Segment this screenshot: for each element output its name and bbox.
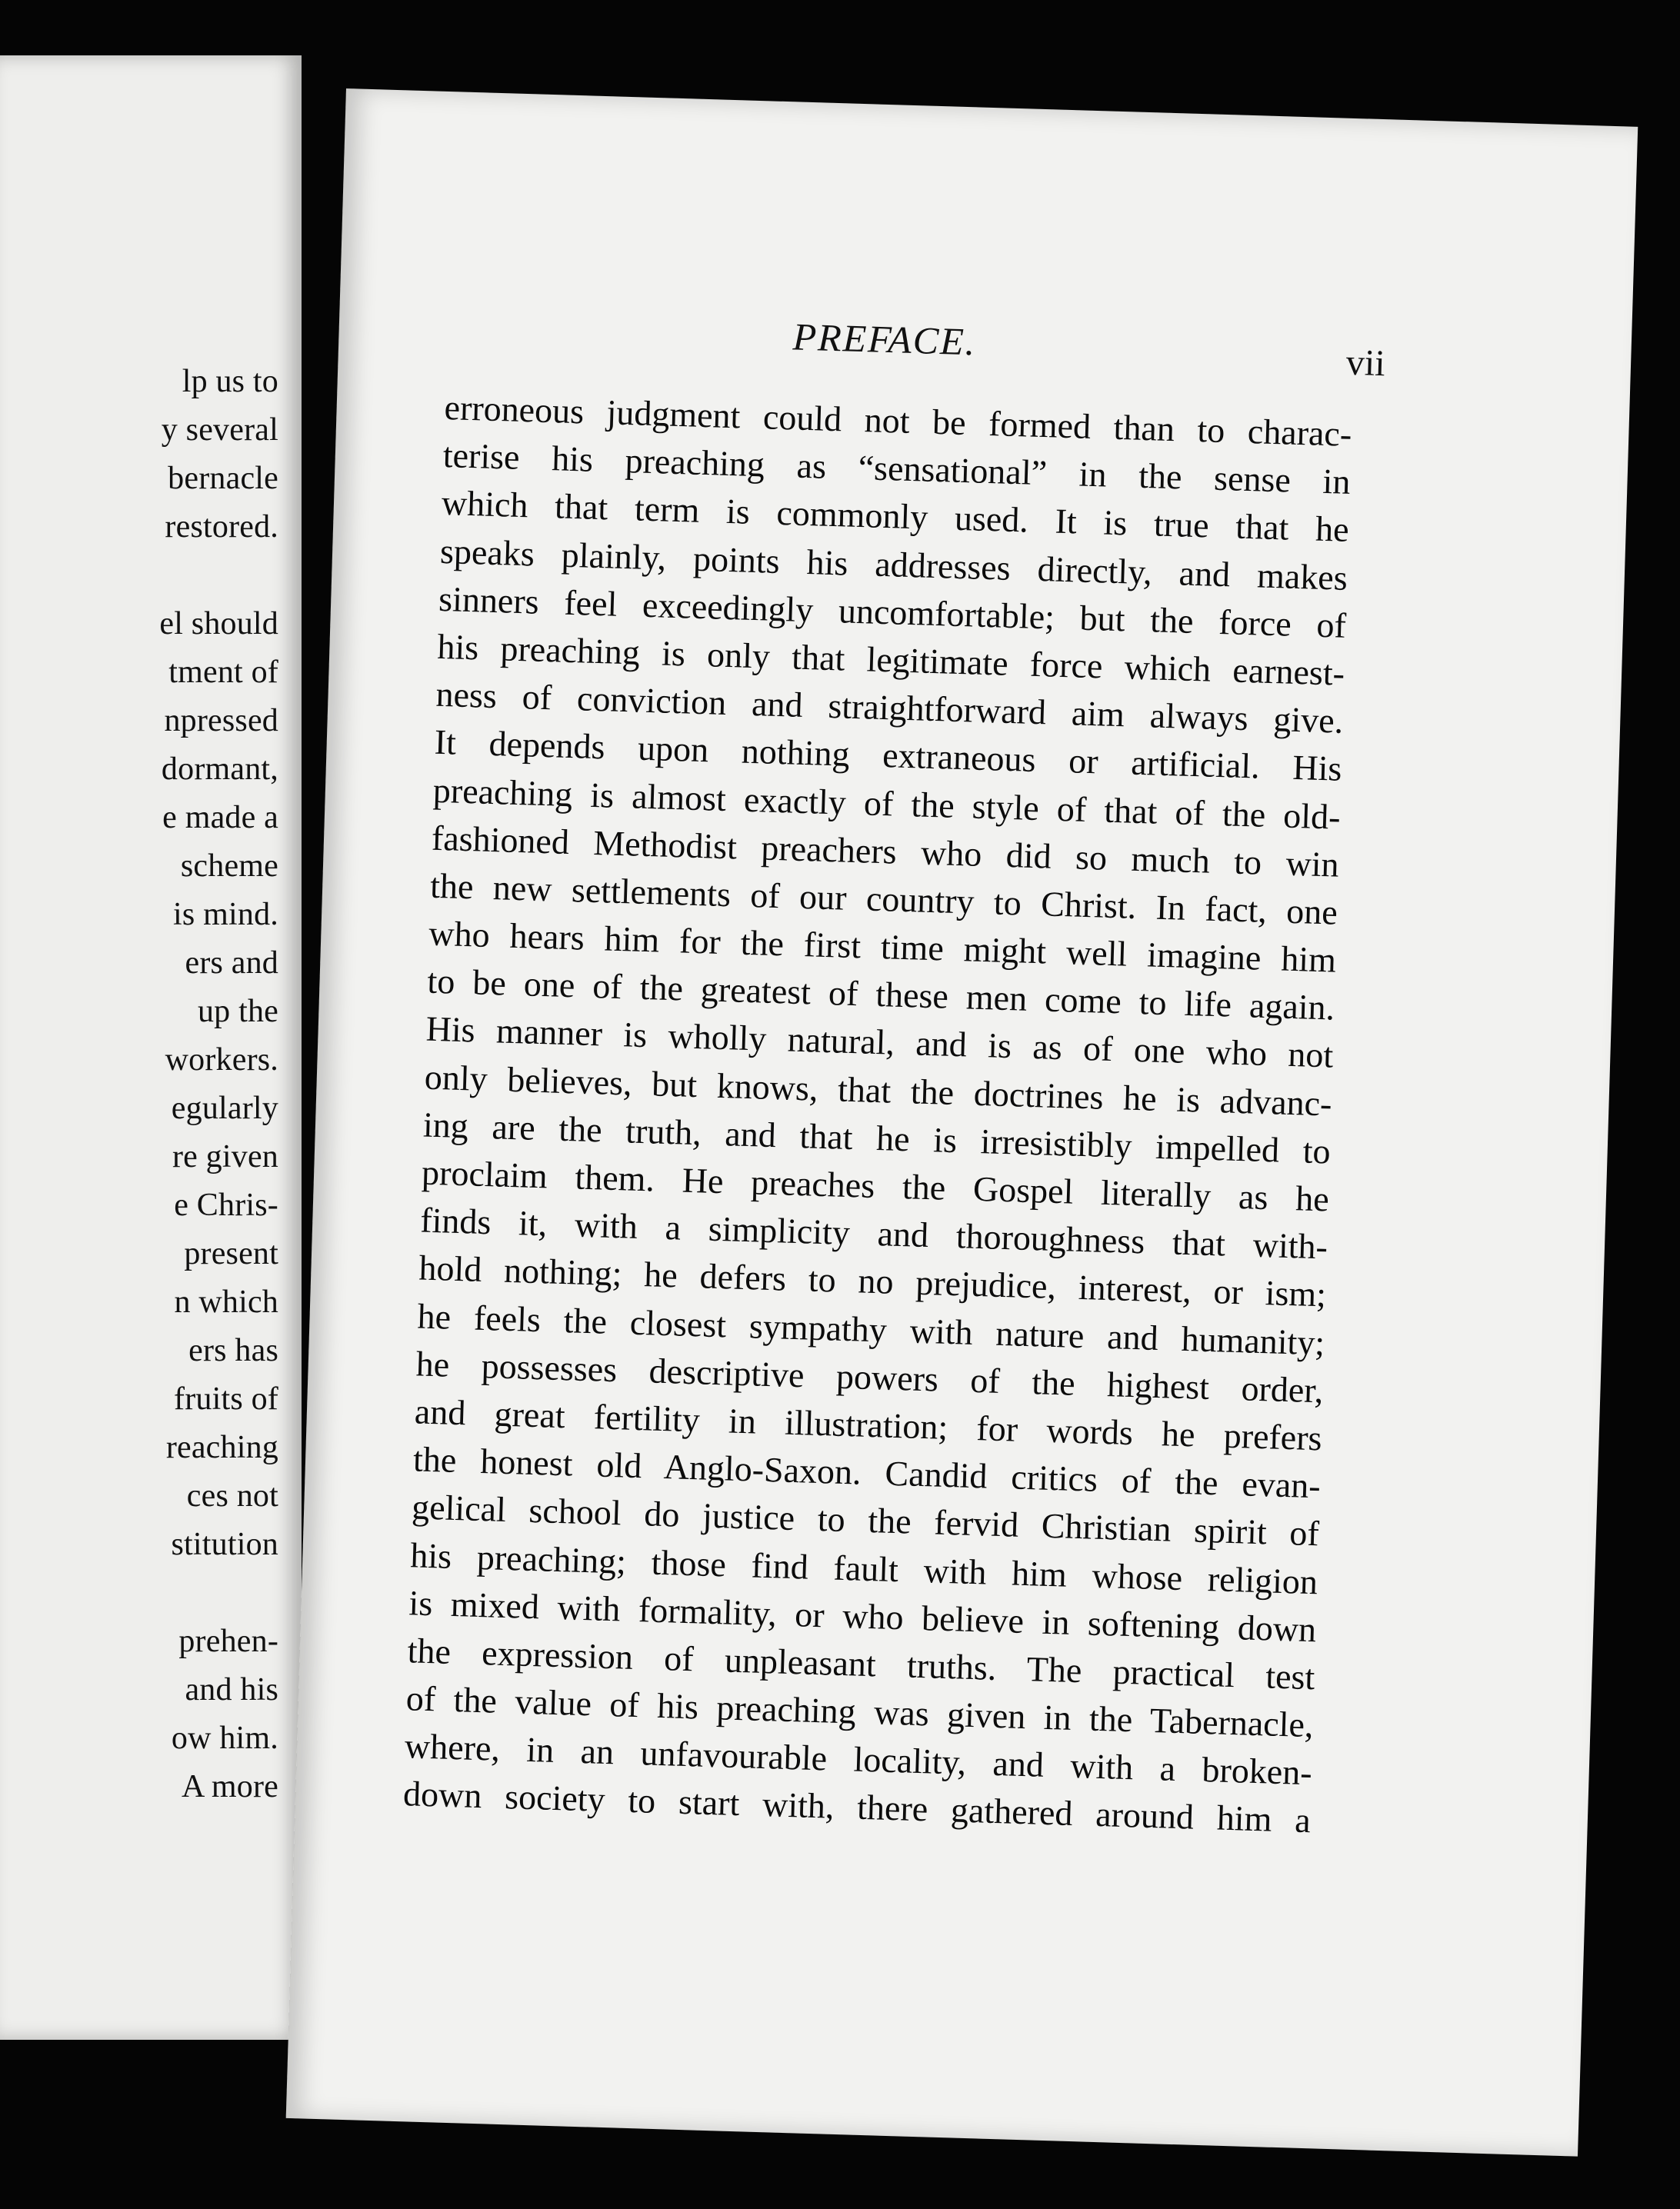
left-page-line: ces not	[186, 1478, 278, 1514]
left-page-line: is mind.	[173, 897, 278, 932]
text-line: he feels the closest sympathy with nature and humanity;	[416, 1296, 1325, 1363]
text-line: the expression of unpleasant truths. The practical test	[407, 1631, 1316, 1698]
left-page-line: ers has	[188, 1333, 278, 1368]
text-line: fashioned Methodist preachers who did so much to win	[431, 818, 1340, 885]
left-page-line: scheme	[180, 848, 278, 884]
text-line: to be one of the greatest of these men come to life again.	[426, 961, 1335, 1028]
left-page-line: present	[184, 1236, 278, 1271]
text-line: His manner is wholly natural, and is as of one who not	[425, 1009, 1335, 1076]
page-header-title: PREFACE.	[792, 315, 978, 364]
text-line: preaching is almost exactly of the style of that of the old-	[432, 770, 1342, 837]
text-line: only believes, but knows, that the doctrines he is advanc-	[424, 1057, 1333, 1124]
left-page-line: up the	[197, 994, 278, 1029]
text-line: down society to start with, there gathered around him a	[402, 1774, 1312, 1841]
text-line: who hears him for the first time might well imagine him	[428, 913, 1337, 980]
text-line: the new settlements of our country to Christ. In fact, one	[429, 865, 1338, 932]
left-page-line: reaching	[165, 1430, 278, 1465]
text-line: his preaching is only that legitimate force which earnest-	[436, 626, 1345, 693]
text-line: and great fertility in illustration; for words he prefers	[414, 1391, 1323, 1458]
text-line: It depends upon nothing extraneous or artificial. His	[434, 722, 1343, 789]
left-page-line: dormant,	[161, 751, 278, 787]
body-text	[402, 384, 1352, 1845]
left-page-line: stitution	[171, 1527, 278, 1562]
left-page-line: re given	[172, 1139, 278, 1174]
left-page-line: npressed	[164, 703, 278, 738]
running-header	[338, 312, 1632, 396]
text-line: finds it, with a simplicity and thoroughness that with-	[419, 1200, 1328, 1267]
text-line: terise his preaching as “sensational” in the sense in	[442, 435, 1352, 502]
text-line: ness of conviction and straightforward aim always give.	[435, 674, 1344, 741]
text-line: his preaching; those find fault with him whose religion	[409, 1534, 1318, 1601]
text-line: sinners feel exceedingly uncomfortable; but the force of	[438, 578, 1347, 645]
left-page-line: restored.	[165, 509, 278, 545]
left-page-line: prehen-	[178, 1624, 278, 1659]
left-page	[0, 55, 302, 2040]
text-line: where, in an unfavourable locality, and with a broken-	[404, 1726, 1313, 1793]
text-line: which that term is commonly used. It is true that he	[441, 483, 1350, 550]
text-line: the honest old Anglo-Saxon. Candid critics of the evan-	[412, 1439, 1322, 1506]
left-page-line: A more	[181, 1769, 278, 1804]
left-page-line: el should	[159, 606, 278, 641]
left-page-line: workers.	[165, 1042, 278, 1078]
text-line: proclaim them. He preaches the Gospel literally as he	[421, 1152, 1330, 1219]
text-line: speaks plainly, points his addresses directly, and makes	[439, 531, 1348, 598]
text-line: is mixed with formality, or who believe in softening down	[408, 1582, 1317, 1649]
left-page-line: tment of	[168, 655, 278, 690]
left-page-line: e Chris-	[174, 1188, 278, 1223]
right-page	[286, 88, 1638, 2157]
text-line: erroneous judgment could not be formed than to charac-	[444, 387, 1352, 454]
left-page-line: e made a	[162, 800, 278, 835]
left-page-line: ers and	[185, 945, 278, 981]
left-page-line: n which	[174, 1284, 278, 1320]
left-page-line: y several	[161, 412, 278, 448]
left-page-line: fruits of	[174, 1381, 278, 1417]
left-page-line: and his	[185, 1672, 278, 1708]
text-line: he possesses descriptive powers of the highest order,	[415, 1344, 1325, 1411]
text-line: hold nothing; he defers to no prejudice, interest, or ism;	[418, 1248, 1327, 1314]
page-number: vii	[1345, 342, 1386, 385]
text-line: gelical school do justice to the fervid Christian spirit of	[411, 1487, 1320, 1554]
left-page-line: lp us to	[182, 364, 278, 399]
left-page-line: bernacle	[168, 461, 278, 496]
text-line: ing are the truth, and that he is irresistibly impelled to	[422, 1104, 1332, 1171]
text-line: of the value of his preaching was given in the Tabernacle,	[405, 1678, 1315, 1745]
left-page-line: ow him.	[171, 1721, 278, 1756]
left-page-line: egularly	[171, 1091, 278, 1126]
